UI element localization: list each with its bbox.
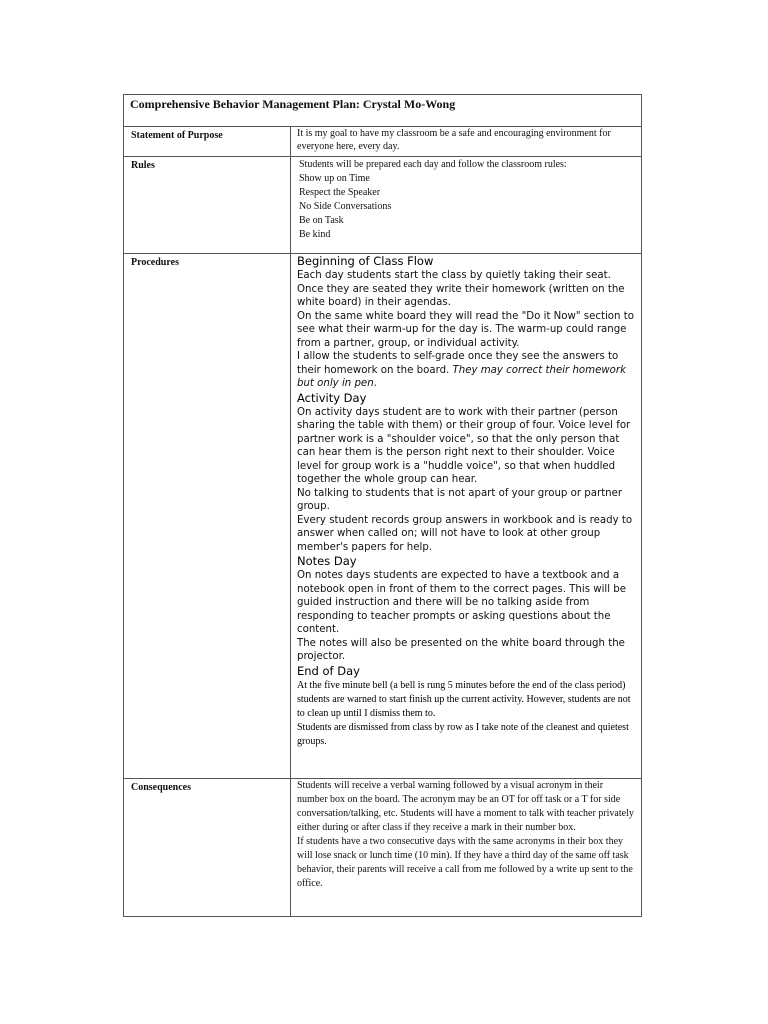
consequences-label: Consequences <box>131 782 192 793</box>
rule-item: Be on Task <box>299 215 344 226</box>
rule-item: Be kind <box>299 229 331 240</box>
procedures-label: Procedures <box>131 257 179 268</box>
rules-content <box>291 157 641 253</box>
activity-paragraph: Every student records group answers in workbook and is ready to answer when called on; will not have to look at other group member's papers for help. <box>297 514 633 553</box>
rules-row <box>124 157 642 254</box>
rules-intro: Students will be prepared each day and follow the classroom rules: <box>299 159 567 170</box>
consequences-paragraph: Students will receive a verbal warning followed by a visual acronym in their number box on the board. The acronym may be an OT for off task or a T for side conversation/talking, etc. Students will have a moment to talk with teacher privately either during or after class if they receive a mark in their number box. <box>297 780 634 833</box>
beginning-heading: Beginning of Class Flow <box>297 254 434 268</box>
procedures-content <box>291 254 641 778</box>
pen-note: They may correct their homework but only in pen <box>297 364 627 389</box>
activity-heading: Activity Day <box>297 390 367 405</box>
beginning-paragraph <box>297 350 635 391</box>
plan-table <box>123 94 642 917</box>
document-title: Comprehensive Behavior Management Plan: Crystal Mo-Wong <box>130 97 456 111</box>
consequences-row <box>124 779 642 917</box>
activity-paragraph: No talking to students that is not apart of your group or partner group. <box>297 487 623 512</box>
rules-label: Rules <box>131 160 155 171</box>
self-grade-text: I allow the students to self-grade once they see the answers to their homework on the board. <box>297 351 619 376</box>
consequences-paragraph: If students have a two consecutive days with the same acronyms in their box they will lose snack or lunch time (10 min). If they have a third day of the same off task behavior, their parents will receive a call from me followed by a write up sent to the office. <box>297 836 633 889</box>
purpose-text: It is my goal to have my classroom be a safe and encouraging environment for everyone here, every day. <box>297 128 611 152</box>
beginning-paragraph: On the same white board they will read the "Do it Now" section to see what their warm-up for the day is. The warm-up could range from a partner, group, or individual activity. <box>297 310 634 349</box>
rule-item: Show up on Time <box>299 173 370 184</box>
end-paragraph: At the five minute bell (a bell is rung 5 minutes before the end of the class period) students are warned to start finish up the current activity. However, students are not to clean up until I dismiss them to. <box>297 679 631 719</box>
title-row <box>124 95 642 127</box>
rule-item: No Side Conversations <box>299 201 392 212</box>
rule-item: Respect the Speaker <box>299 187 381 198</box>
notes-heading: Notes Day <box>297 554 357 568</box>
procedures-row <box>124 254 642 779</box>
behavior-plan-document <box>123 94 641 917</box>
beginning-paragraph: Each day students start the class by quietly taking their seat. Once they are seated they write their homework (written on the white board) in their agendas. <box>297 270 625 308</box>
notes-paragraph: On notes days students are expected to have a textbook and a notebook open in front of them to the correct pages. This will be guided instruction and there will be no talking aside from responding to teacher prompts or asking questions about the content. <box>297 570 627 635</box>
activity-paragraph: On activity days student are to work with their partner (person sharing the table with them) or their group of four. Voice level for partner work is a "shoulder voice", so that the only person that can hear them is the person right next to their shoulder. Voice level for group work is a "huddle voice", so that when huddled together the whole group can hear. <box>297 406 631 485</box>
end-paragraph: Students are dismissed from class by row as I take note of the cleanest and quietest groups. <box>297 721 629 747</box>
consequences-content <box>291 779 641 916</box>
purpose-label: Statement of Purpose <box>131 130 223 141</box>
period: . <box>373 378 377 389</box>
end-heading: End of Day <box>297 663 360 678</box>
notes-paragraph: The notes will also be presented on the white board through the projector. <box>297 637 625 662</box>
purpose-row <box>124 127 642 157</box>
